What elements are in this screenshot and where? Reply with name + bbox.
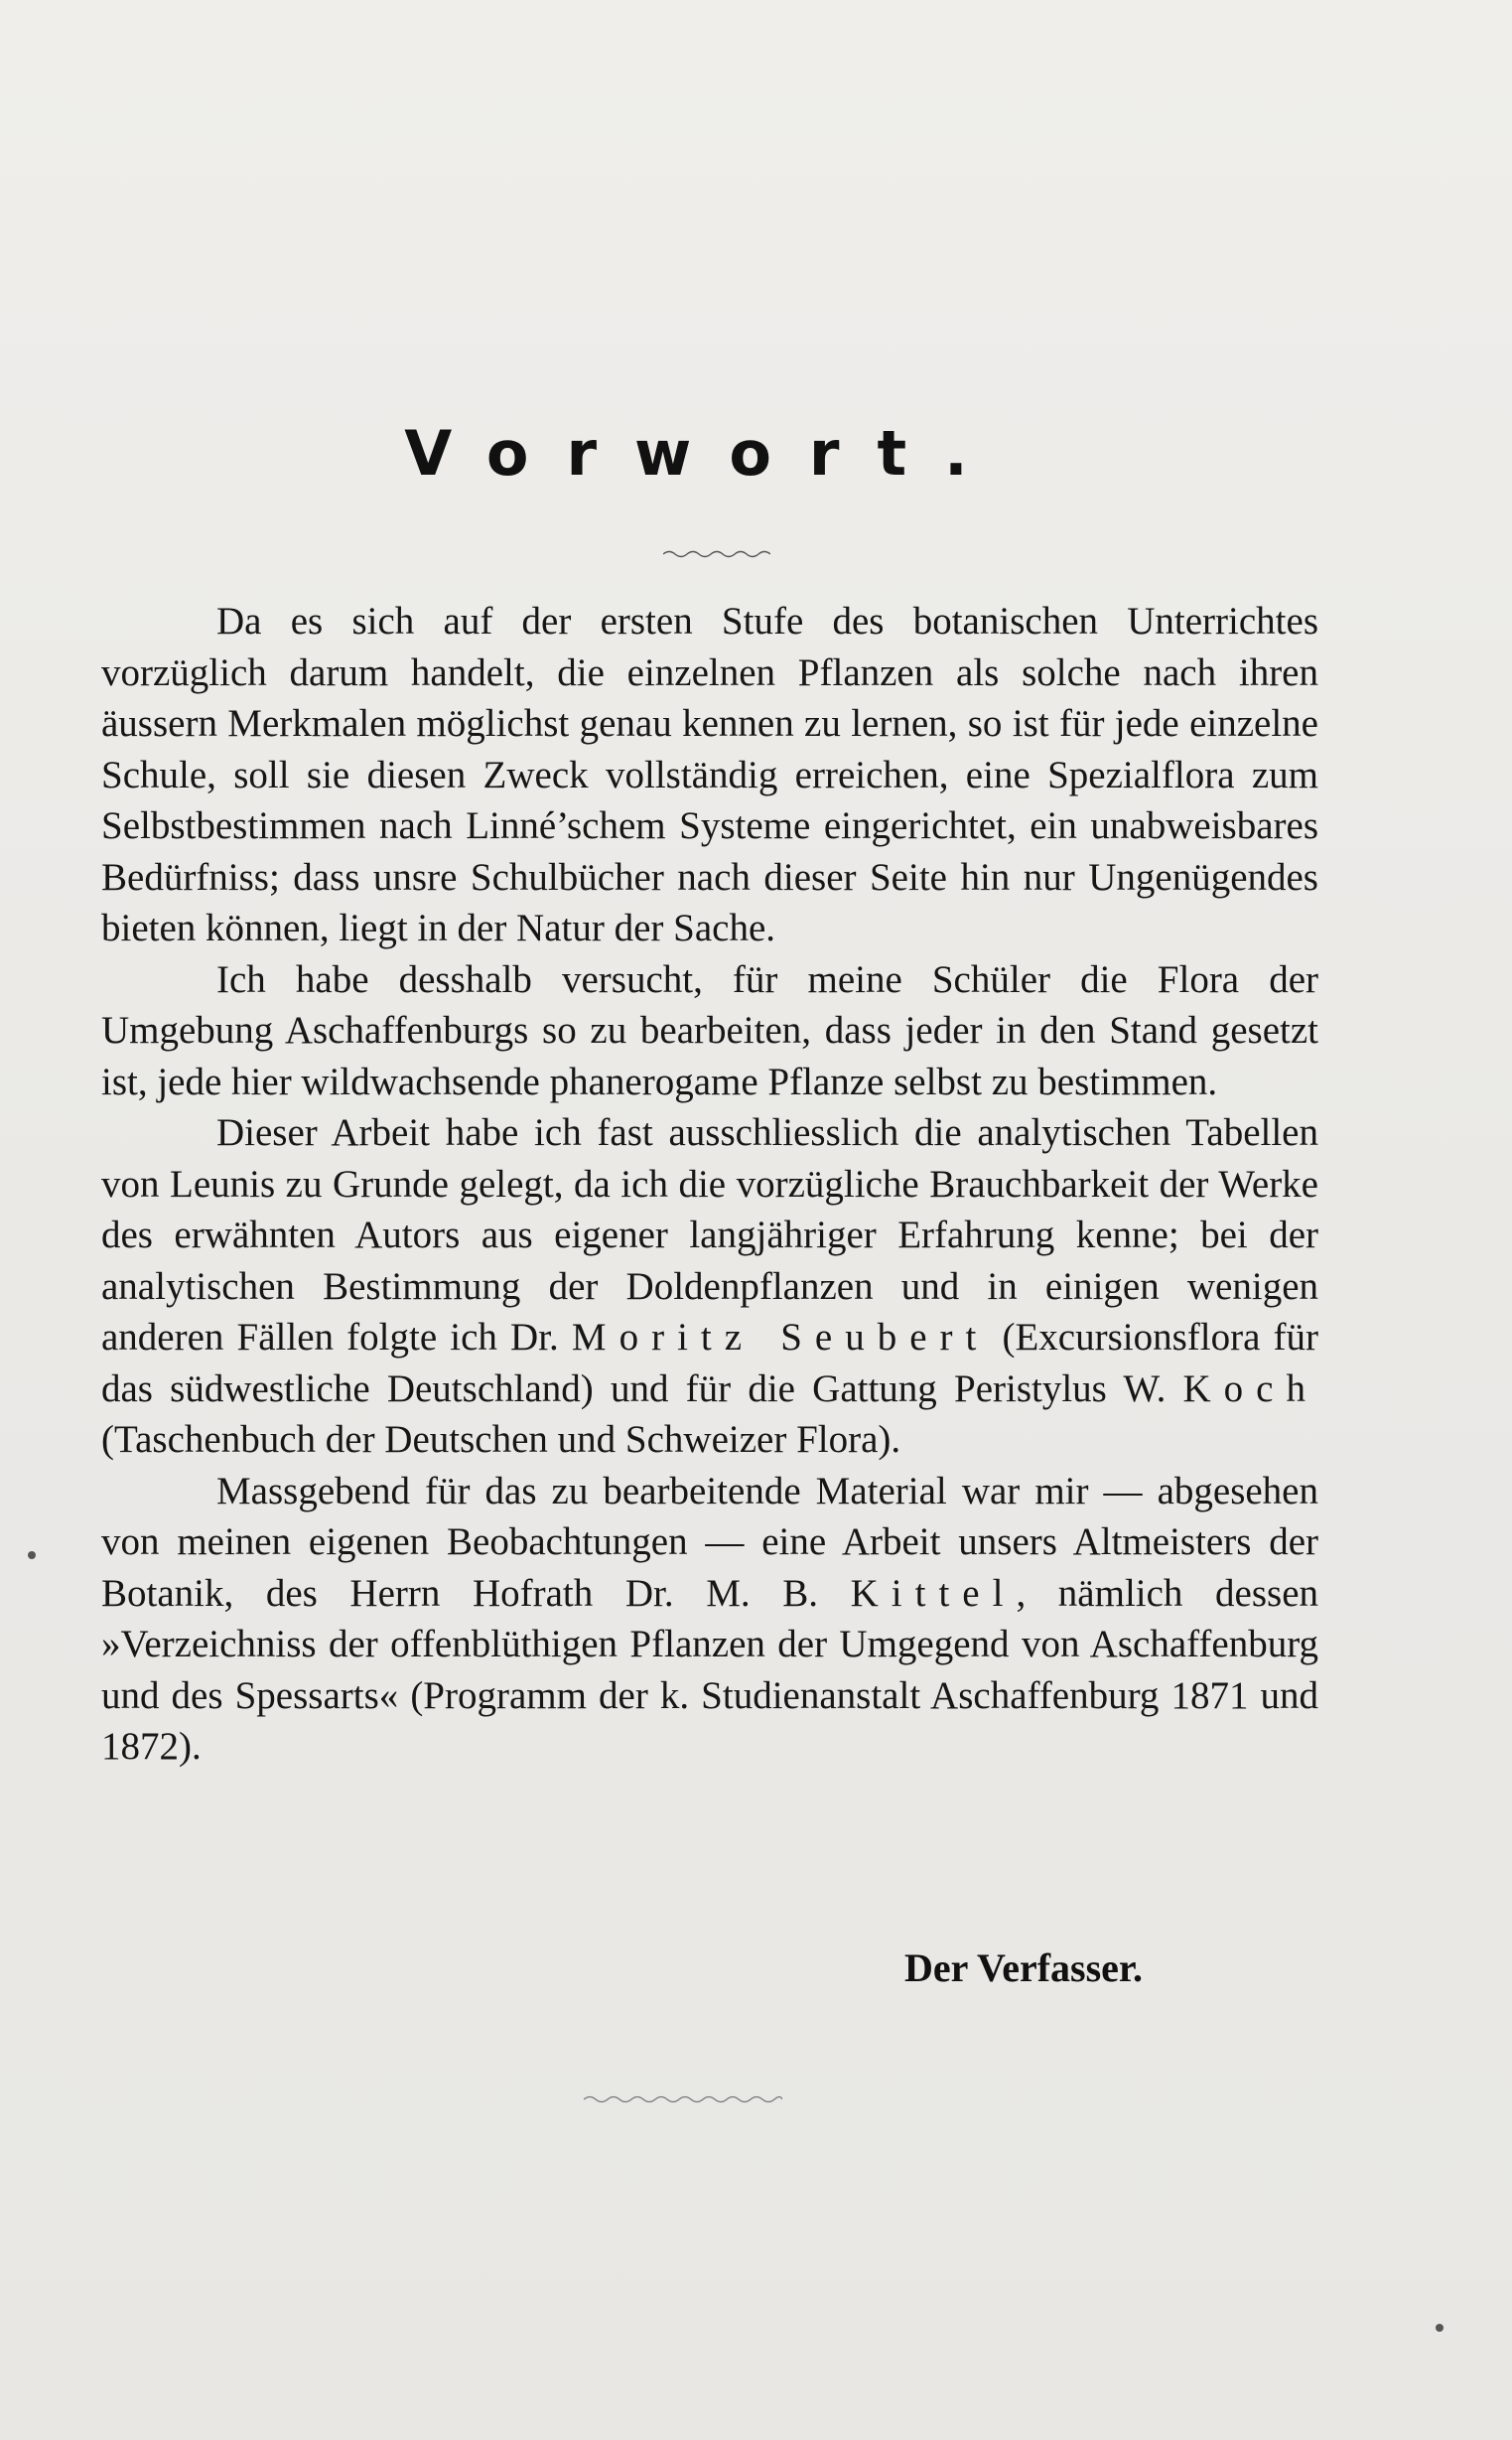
preface-body xyxy=(101,596,1318,1773)
paragraph xyxy=(101,954,1318,1108)
text-run: Ich habe desshalb versucht, für meine Schüler die Flora der Umgebung Aschaffenburgs so zu bearbeiten, dass jeder in den Stand gesetzt ist, jede hier wildwachsende phanerogame Pflanze selbst zu bestimmen. xyxy=(101,957,1318,1103)
spaced-name: Koch xyxy=(1182,1366,1318,1410)
text-run: (Taschenbuch der Deutschen und Schweizer Flora). xyxy=(101,1418,901,1461)
paragraph xyxy=(101,1107,1318,1466)
text-run: (Excursionsflora für das südwestliche Deutschland) und für die Gattung Peristylus W. xyxy=(101,1316,1318,1410)
print-speck xyxy=(1436,2324,1443,2332)
text-run: Massgebend für das zu bearbeitende Material war mir — abgesehen von meinen eigenen Beobachtungen — eine Arbeit unsers Altmeisters der Botanik, des Herrn Hofrath Dr. M. B. xyxy=(101,1469,1318,1615)
text-run: , nämlich dessen »Verzeichniss der offenblüthigen Pflanzen der Umgegend von Aschaffenburg und des Spessarts« (Programm der k. Studienanstalt Aschaffenburg 1871 und 1872). xyxy=(101,1571,1319,1768)
spaced-name: Moritz Seubert xyxy=(571,1316,990,1359)
signature: Der Verfasser. xyxy=(904,1945,1143,1990)
spaced-name: Kittel xyxy=(850,1571,1017,1615)
paragraph xyxy=(101,596,1318,954)
paragraph xyxy=(101,1466,1318,1773)
page-title: Vorwort. xyxy=(404,417,1006,490)
ornament-divider-top xyxy=(663,548,770,558)
text-run: Da es sich auf der ersten Stufe des botanischen Unterrichtes vorzüglich darum handelt, die einzelnen Pflanzen als solche nach ihren äussern Merkmalen möglichst genau kennen zu lernen, so ist für jede einzelne Schule, soll sie diesen Zweck vollständig erreichen, eine Spezialflora zum Selbstbestimmen nach Linné’schem Systeme eingerichtet, ein unabweisbares Bedürfniss; dass unsre Schulbücher nach dieser Seite hin nur Ungenügendes bieten können, liegt in der Natur der Sache. xyxy=(101,600,1318,949)
text-run: Dieser Arbeit habe ich fast ausschliesslich die analytischen Tabellen von Leunis zu Grunde gelegt, da ich die vorzügliche Brauchbarkeit der Werke des erwähnten Autors aus eigener langjähriger Erfahrung kenne; bei der analytischen Bestimmung der Doldenpflanzen und in einigen wenigen anderen Fällen folgte ich Dr. xyxy=(101,1111,1318,1359)
print-speck xyxy=(28,1551,36,1559)
ornament-divider-bottom xyxy=(584,2093,782,2103)
